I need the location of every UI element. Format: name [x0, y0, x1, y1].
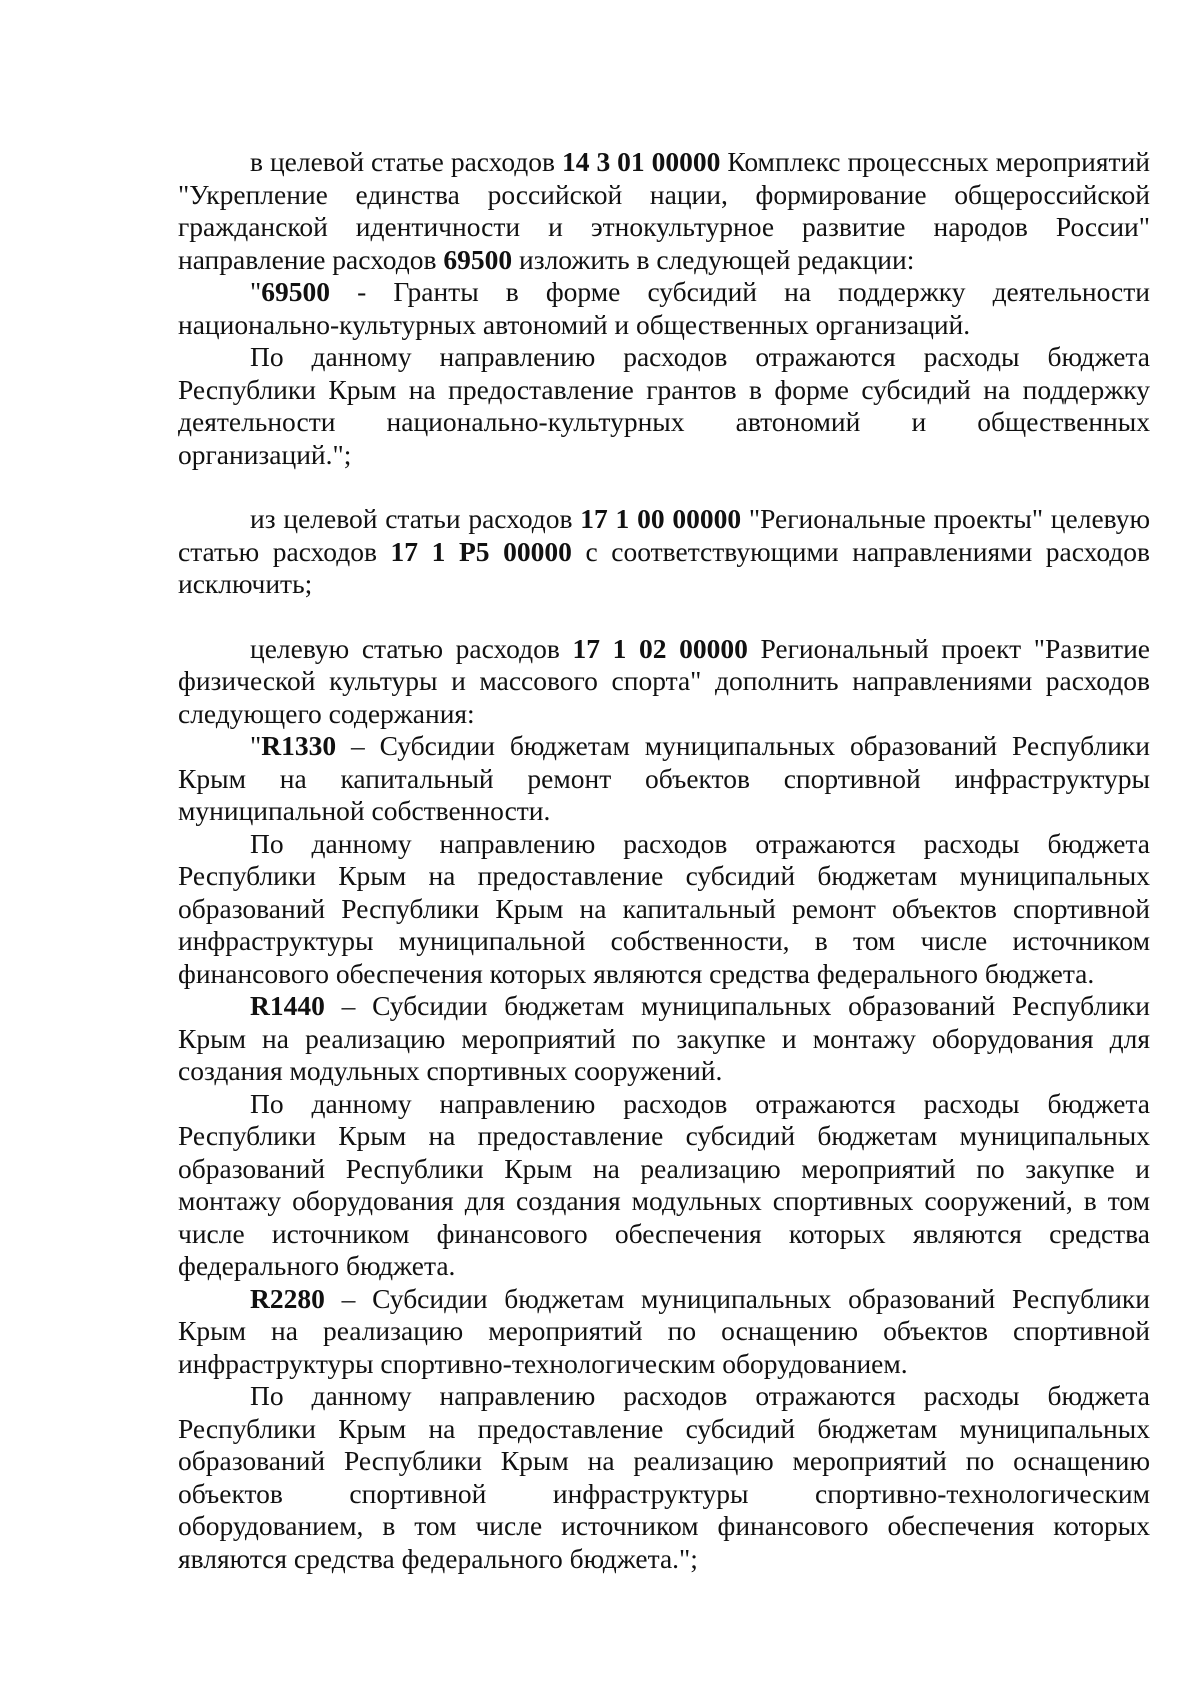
paragraph-direction-r2280 — [178, 1283, 1150, 1381]
budget-code: 17 1 02 00000 — [572, 632, 748, 664]
paragraph-direction-r1330 — [178, 730, 1150, 828]
text-fragment: По данному направлению расходов отражаются расходы бюджета Республики Крым на предоставление грантов в форме субсидий на поддержку деятельности национально-культурных автономий и общественных организаций."; — [178, 341, 1150, 470]
budget-code: 17 1 Р5 00000 — [390, 535, 572, 567]
text-fragment: Региональный проект "Развитие физической культуры и массового спорта" дополнить направлениями расходов следующего содержания: — [178, 632, 1150, 729]
text-fragment: – Субсидии бюджетам муниципальных образований Республики Крым на реализацию мероприятий по оснащению объектов спортивной инфраструктуры спортивно-технологическим оборудованием. — [178, 1282, 1150, 1379]
expense-direction-code: R1440 — [250, 990, 325, 1021]
document-page — [178, 146, 1150, 1575]
budget-code: 14 3 01 00000 — [561, 146, 721, 177]
expense-direction-code: R1330 — [261, 730, 337, 761]
text-fragment: " — [250, 276, 262, 307]
paragraph-spacer — [178, 471, 1150, 503]
text-fragment: По данному направлению расходов отражаются расходы бюджета Республики Крым на предоставление субсидий бюджетам муниципальных образований Республики Крым на реализацию мероприятий по закупке и монтажу оборудования для создания модульных спортивных сооружений, в том числе источником финансового обеспечения которых являются средства федерального бюджета. — [178, 1087, 1150, 1281]
text-fragment: в целевой статье расходов — [250, 146, 562, 177]
paragraph-spacer — [178, 601, 1150, 633]
text-fragment: По данному направлению расходов отражаются расходы бюджета Республики Крым на предоставление субсидий бюджетам муниципальных образований Республики Крым на реализацию мероприятий по оснащению объектов спортивной инфраструктуры спортивно-технологическим оборудованием, в том числе источником финансового обеспечения которых являются средства федерального бюджета."; — [178, 1380, 1150, 1574]
text-fragment: "Региональные проекты" целевую статью расходов — [178, 503, 1150, 567]
text-fragment: Комплекс процессных мероприятий "Укрепление единства российской нации, формирование общероссийской гражданской идентичности и этнокультурное развитие народов России" направление расходов — [178, 146, 1150, 275]
paragraph-target-article-17102 — [178, 633, 1150, 731]
text-fragment: из целевой статьи расходов — [250, 503, 581, 534]
text-fragment: целевую статью расходов — [250, 632, 573, 664]
paragraph-direction-r1440 — [178, 990, 1150, 1088]
text-fragment: – Субсидии бюджетам муниципальных образований Республики Крым на реализацию мероприятий по закупке и монтажу оборудования для создания модульных спортивных сооружений. — [178, 990, 1150, 1086]
paragraph-description — [178, 341, 1150, 471]
paragraph-description — [178, 1088, 1150, 1283]
expense-direction-code: 69500 — [261, 276, 330, 307]
paragraph-description — [178, 828, 1150, 991]
text-fragment: – Субсидии бюджетам муниципальных образований Республики Крым на капитальный ремонт объектов спортивной инфраструктуры муниципальной собственности. — [178, 730, 1150, 826]
paragraph-exclude-article — [178, 503, 1150, 601]
text-fragment: - Гранты в форме субсидий на поддержку деятельности национально-культурных автономий и общественных организаций. — [178, 276, 1150, 340]
text-fragment: По данному направлению расходов отражаются расходы бюджета Республики Крым на предоставление субсидий бюджетам муниципальных образований Республики Крым на капитальный ремонт объектов спортивной инфраструктуры муниципальной собственности, в том числе источником финансового обеспечения которых являются средства федерального бюджета. — [178, 827, 1150, 989]
text-fragment: с соответствующими направлениями расходов исключить; — [178, 535, 1150, 599]
text-fragment: " — [250, 730, 262, 761]
paragraph-description — [178, 1380, 1150, 1575]
paragraph-target-article-14301 — [178, 146, 1150, 276]
budget-code: 17 1 00 00000 — [580, 503, 742, 534]
expense-direction-code: 69500 — [443, 243, 513, 275]
text-fragment: изложить в следующей редакции: — [512, 243, 915, 275]
expense-direction-code: R2280 — [250, 1282, 325, 1314]
paragraph-direction-69500 — [178, 276, 1150, 341]
